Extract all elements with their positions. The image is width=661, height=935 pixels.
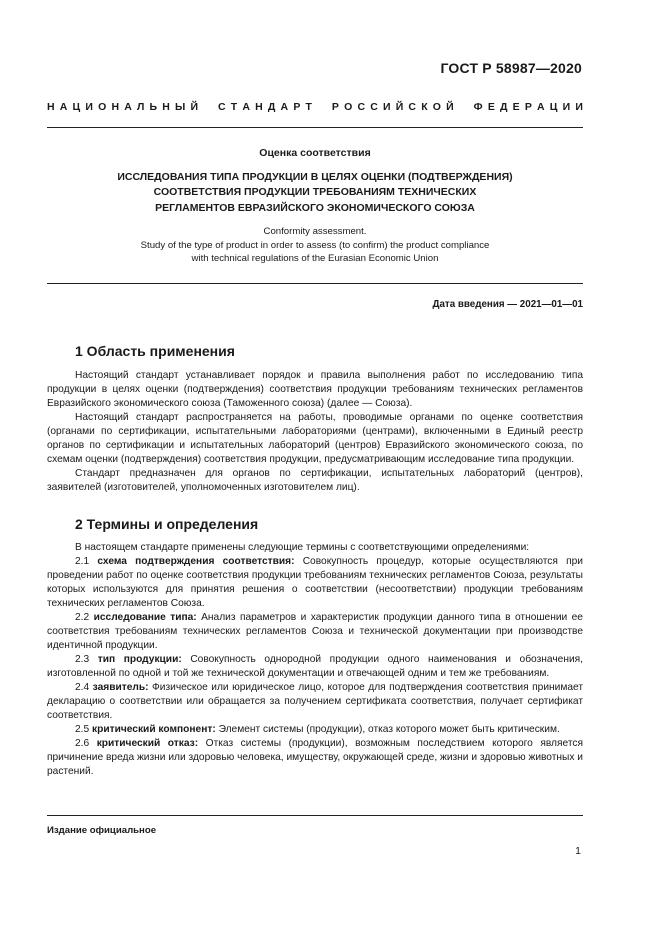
title-ru-line-3: РЕГЛАМЕНТОВ ЕВРАЗИЙСКОГО ЭКОНОМИЧЕСКОГО СОЮЗА — [155, 201, 475, 214]
title-ru-line-2: СООТВЕТСТВИЯ ПРОДУКЦИИ ТРЕБОВАНИЯМ ТЕХНИЧЕСКИХ — [153, 186, 477, 199]
term-2-5: 2.5 критический компонент: Элемент системы (продукции), отказ которого может быть критическим. — [75, 724, 560, 735]
subject-line: Оценка соответствия — [259, 147, 371, 159]
document-title-en — [60, 225, 570, 266]
term-2-4: 2.4 заявитель: Физическое или юридическое лицо, которое для подтверждения соответствия принимает декларацию о соответствии или обращается за получением сертификата соответствия, получает сертификат соответствия. — [47, 682, 583, 721]
title-ru-line-1: ИССЛЕДОВАНИЯ ТИПА ПРОДУКЦИИ В ЦЕЛЯХ ОЦЕНКИ (ПОДТВЕРЖДЕНИЯ) — [117, 171, 513, 183]
intro-date: Дата введения — 2021—01—01 — [432, 299, 583, 310]
document-number: ГОСТ Р 58987—2020 — [440, 60, 582, 76]
footer-divider — [47, 815, 583, 816]
national-heading-word: Н А Ц И О Н А Л Ь Н Ы Й — [47, 101, 198, 113]
term-2-3: 2.3 тип продукции: Совокупность однородной продукции одного наименования и обозначения, изготовленной по одной и той же технической документации и отвечающей одним и тем же требованиям. — [47, 654, 583, 679]
national-standard-heading — [47, 101, 583, 113]
top-divider — [47, 127, 583, 128]
section-1-paragraph: Настоящий стандарт устанавливает порядок и правила выполнения работ по исследованию типа продукции в целях оценки (подтверждения) соответствия продукции требованиям технических регламентов Евразийского экономического союза (Таможенного союза) (далее — Союза). — [47, 370, 583, 409]
page-number: 1 — [575, 845, 581, 857]
section-1-heading: 1 Область применения — [75, 343, 235, 359]
national-heading-word: Ф Е Д Е Р А Ц И И — [473, 101, 583, 113]
national-heading-word: Р О С С И Й С К О Й — [331, 101, 454, 113]
national-heading-word: С Т А Н Д А Р Т — [218, 101, 312, 113]
section-2-heading: 2 Термины и определения — [75, 516, 259, 532]
title-en-line-2: Study of the type of product in order to assess (to confirm) the product compliance — [140, 239, 490, 251]
section-2-intro: В настоящем стандарте применены следующие термины с соответствующими определениями: — [75, 542, 530, 553]
section-1-paragraph: Настоящий стандарт распространяется на работы, проводимые органами по оценке соответствия (органами по сертификации, испытательными лабораториями (центрами), включенными в Единый реестр органов по сертификации и испытательных лабораторий (центров) Евразийского экономического союза, по схемам оценки (подтверждения) соответствия продукции, предусматривающим исследование типа продукции. — [47, 412, 583, 465]
title-en-line-1: Conformity assessment. — [263, 226, 367, 237]
term-2-1: 2.1 схема подтверждения соответствия: Совокупность процедур, которые осуществляются при проведении работ по оценке соответствия продукции требованиям технических регламентов Союза, результаты которых используются для принятия решения о соответствии (несоответствии) продукции требованиям технических регламентов Союза. — [47, 556, 583, 609]
term-2-2: 2.2 исследование типа: Анализ параметров и характеристик продукции данного типа в отношении ее соответствия требованиям технических регламентов Союза и технической документации при производстве идентичной продукции. — [47, 612, 583, 651]
document-title-ru — [60, 170, 570, 216]
section-1-paragraph: Стандарт предназначен для органов по сертификации, испытательных лабораторий (центров), заявителей (изготовителей, уполномоченных изготовителем лиц). — [47, 468, 583, 493]
section-1-body — [47, 369, 583, 495]
middle-divider — [47, 283, 583, 284]
official-edition-label: Издание официальное — [47, 825, 157, 836]
section-2-body — [47, 541, 583, 779]
title-en-line-3: with technical regulations of the Eurasian Economic Union — [191, 253, 439, 265]
term-2-6: 2.6 критический отказ: Отказ системы (продукции), возможным последствием которого является причинение вреда жизни или здоровью человека, имуществу, окружающей среде, жизни и здоровью животных и растений. — [47, 738, 583, 777]
